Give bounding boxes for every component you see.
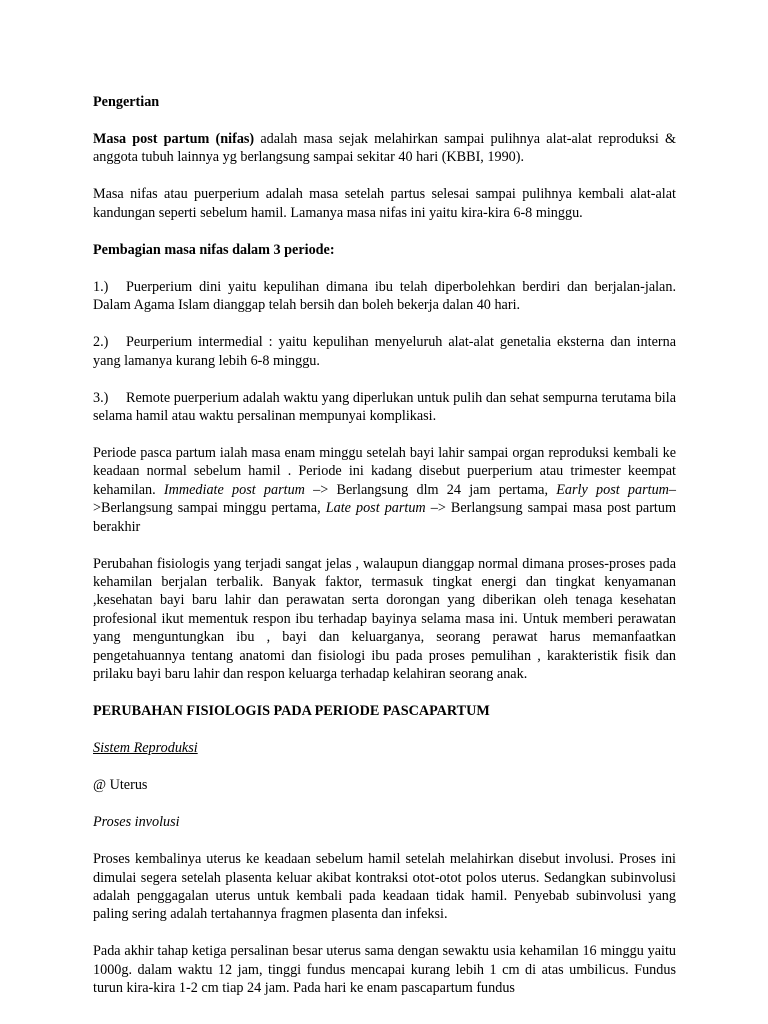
period-number: 2.) xyxy=(93,334,109,351)
masa-nifas-paragraph: Masa nifas atau puerperium adalah masa setelah partus selesai sampai pulihnya kembali alat-alat kandungan seperti sebelum hamil. Lamanya masa nifas ini yaitu kira-kira 6-8 minggu. xyxy=(93,186,676,221)
period-item-1 xyxy=(93,278,676,315)
perubahan-paragraph: Perubahan fisiologis yang terjadi sangat jelas , walaupun dianggap normal dimana proses-proses pada kehamilan berjalan terbalik. Banyak faktor, termasuk tingkat energi dan tingkat kenyamanan ,kesehatan bayi baru lahir dan perawatan serta dorongan yang diberikan oleh tenaga kesehatan profesional ikut mementuk respon ibu terhadap bayinya selama masa ini. Untuk memberi perawatan yang menguntungkan ibu , bayi dan keluarganya, seorang perawat harus memanfaatkan pengetahuannya tentang anatomi dan fisiologi ibu pada proses pemulihan , karakteristik fisik dan prilaku bayi baru lahir dan respon keluarga terhadap kelahiran seorang anak. xyxy=(93,555,676,683)
periode-pasca-partum-paragraph: Periode pasca partum ialah masa enam minggu setelah bayi lahir sampai organ reproduksi kembali ke keadaan normal sebelum hamil . Periode ini kadang disebut puerperium atau trimester keempat kehamilan. Immediate post partum –> Berlangsung dlm 24 jam pertama, Early post partum–>Berlangsung sampai minggu pertama, Late post partum –> Berlangsung sampai masa post partum berakhir xyxy=(93,445,677,535)
involusi-paragraph: Proses kembalinya uterus ke keadaan sebelum hamil setelah melahirkan disebut involusi. Proses ini dimulai segera setelah plasenta keluar akibat kontraksi otot-otot polos uterus. Sedangkan subinvolusi adalah penggagalan uterus untuk kembali pada keadaan tidak hamil. Penyebab subinvolusi yang paling sering adalah tertahannya fragmen plasenta dan infeksi. xyxy=(93,851,676,923)
heading-pengertian: Pengertian xyxy=(93,94,160,110)
early-desc: –>Berlangsung sampai minggu pertama xyxy=(93,481,677,517)
immediate-desc: –> Berlangsung dlm 24 jam pertama, xyxy=(304,481,548,498)
immediate-term: Immediate post partum xyxy=(163,481,305,498)
period-item-3 xyxy=(93,389,676,426)
definition-paragraph xyxy=(93,130,676,167)
period-number: 1.) xyxy=(93,278,109,295)
pembagian-heading: Pembagian masa nifas dalam 3 periode: xyxy=(93,241,335,258)
definition-text: adalah masa sejak melahirkan sampai pulihnya alat-alat reproduksi & anggota tubuh lainnya yg berlangsung sampai sekitar 40 hari (KBBI, 1990). xyxy=(93,131,676,166)
subsection-title: Sistem Reproduksi xyxy=(93,740,198,757)
period-text: Remote puerperium adalah waktu yang diperlukan untuk pulih dan sehat sempurna terutama bila selama hamil atau waktu persalinan mempunyai komplikasi. xyxy=(93,389,676,425)
early-term: Early post partum xyxy=(556,481,669,498)
akhir-tahap-paragraph: Pada akhir tahap ketiga persalinan besar uterus sama dengan sewaktu usia kehamilan 16 minggu yaitu 1000g. dalam waktu 12 jam, tinggi fundus mencapai kurang lebih 1 cm di atas umbilicus. Fundus turun kira-kira 1-2 cm tiap 24 jam. Pada hari ke enam pascapartum fundus xyxy=(93,943,676,997)
proses-involusi-title: Proses involusi xyxy=(93,814,180,831)
period-text: Puerperium dini yaitu kepulihan dimana ibu telah diperbolehkan berdiri dan berjalan-jalan. Dalam Agama Islam dianggap telah bersih dan boleh bekerja dalan 40 hari. xyxy=(93,278,676,314)
periode-intro: Periode pasca partum ialah masa enam minggu setelah bayi lahir sampai organ reproduksi kembali ke keadaan normal sebelum hamil . Periode ini kadang disebut puerperium atau trimester keempat kehamilan. xyxy=(93,445,676,498)
period-text: Peurperium intermedial : yaitu kepulihan menyeluruh alat-alat genetalia eksterna dan interna yang lamanya kurang lebih 6-8 minggu. xyxy=(93,334,676,369)
uterus-label: @ Uterus xyxy=(93,777,148,794)
period-item-2 xyxy=(93,333,676,370)
definition-term: Masa post partum (nifas) xyxy=(93,131,255,147)
section-heading: PERUBAHAN FISIOLOGIS PADA PERIODE PASCAPARTUM xyxy=(93,703,490,720)
period-number: 3.) xyxy=(93,389,109,406)
subsection-line xyxy=(93,739,676,757)
document-body xyxy=(93,93,676,1016)
late-desc: –> Berlangsung sampai masa post partum berakhir xyxy=(93,500,676,535)
late-term: Late post partum xyxy=(320,500,426,517)
